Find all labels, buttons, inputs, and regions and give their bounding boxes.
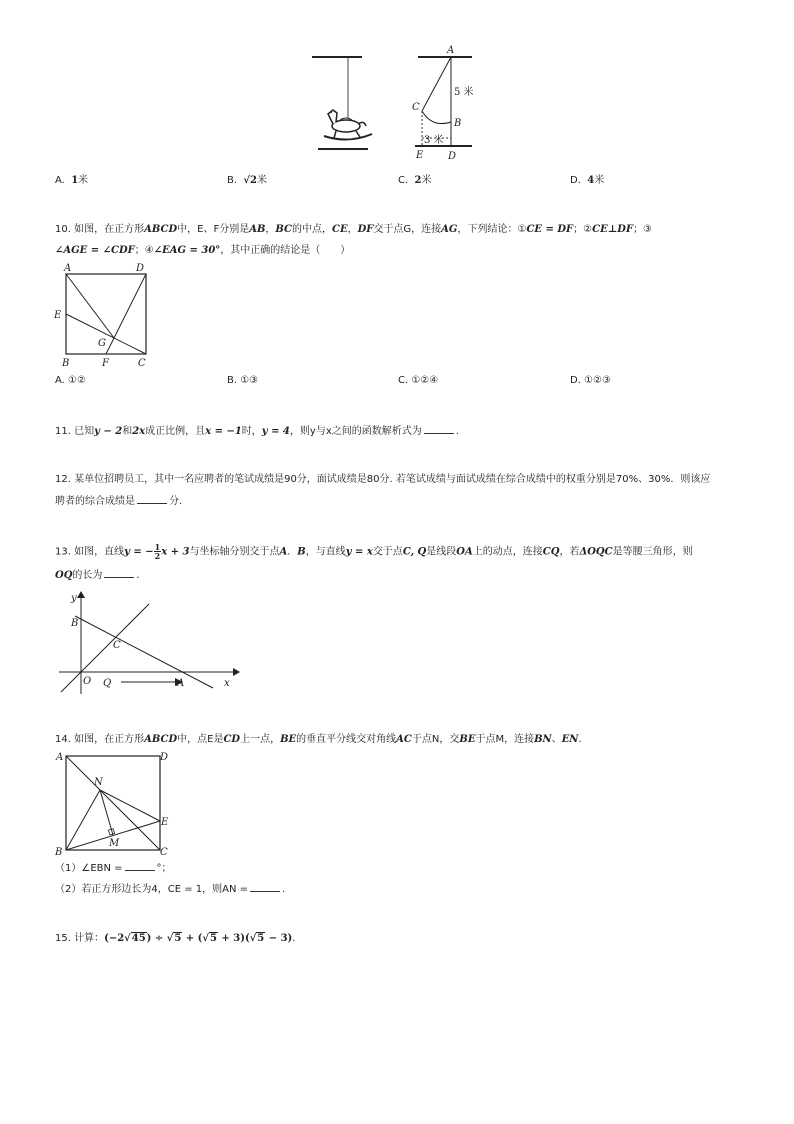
q10-option-c[interactable]: C. ①②④ [398, 375, 439, 386]
q12-stem-line2: 聘者的综合成绩是 分. [55, 496, 183, 507]
q13-label-a: A [177, 678, 185, 689]
q11-answer-blank[interactable] [424, 424, 454, 434]
q10-label-e: E [54, 310, 62, 321]
q13-label-x: x [224, 678, 230, 689]
q10-option-a[interactable]: A. ①② [55, 375, 86, 386]
q14-sub1-answer-blank[interactable] [125, 861, 155, 871]
q14-label-n: N [94, 777, 103, 788]
q10-label-f: F [102, 358, 109, 369]
q14-stem: 14. 如图，在正方形ABCD中，点E是CD上一点，BE的垂直平分线交对角线AC于点N，交BE于点M，连接BN、EN. [55, 734, 582, 745]
q11-stem: 11. 已知y − 2和2x成正比例，且x = −1时，y = 4，则y与x之间的函数解析式为 . [55, 426, 459, 437]
q9-option-b[interactable]: B. √2米 [227, 175, 267, 186]
q9-option-a[interactable]: A. 1米 [55, 175, 89, 186]
q13-label-o: O [83, 676, 92, 687]
q9-label-three-m: 3 米 [424, 135, 444, 146]
q9-label-c: C [412, 102, 420, 113]
q13-coordinate-figure [55, 588, 240, 696]
q14-sub2: （2）若正方形边长为4，CE = 1，则AN = . [55, 884, 286, 895]
q14-label-b: B [55, 847, 63, 858]
q9-label-d: D [448, 151, 457, 162]
q14-label-e: E [161, 817, 169, 828]
q9-option-d[interactable]: D. 4米 [570, 175, 605, 186]
q13-label-c: C [113, 640, 121, 651]
q10-label-b: B [62, 358, 70, 369]
q9-figure [300, 40, 490, 165]
q13-answer-blank[interactable] [104, 568, 134, 578]
q9-option-c[interactable]: C. 2米 [398, 175, 432, 186]
q9-label-b: B [454, 118, 462, 129]
q13-fraction: $\frac{1}{2}$ [154, 542, 161, 561]
q10-option-d[interactable]: D. ①②③ [570, 375, 611, 386]
q10-square-figure [52, 260, 156, 370]
q15-stem: 15. 计算：(−2√45) ÷ √5 + (√5 + 3)(√5 − 3). [55, 933, 296, 944]
q14-sub2-answer-blank[interactable] [250, 882, 280, 892]
q10-label-a: A [64, 263, 72, 274]
q13-label-y: y [71, 593, 77, 604]
q13-stem-line2: OQ的长为 . [55, 570, 140, 581]
q10-label-g: G [98, 338, 106, 349]
q14-label-c: C [160, 847, 168, 858]
q9-label-e: E [416, 150, 424, 161]
q10-stem-line2: ∠AGE = ∠CDF；④∠EAG = 30°，其中正确的结论是（ ） [55, 245, 351, 256]
q13-label-q: Q [103, 678, 112, 689]
q13-label-b: B [71, 618, 79, 629]
q14-sub1: （1）∠EBN = °； [55, 863, 172, 874]
q12-answer-blank[interactable] [137, 494, 167, 504]
q14-label-m: M [109, 838, 120, 849]
q10-option-b[interactable]: B. ①③ [227, 375, 259, 386]
q10-stem-line1: 10. 如图，在正方形ABCD中，E、F分别是AB，BC的中点，CE，DF交于点G，连接AG，下列结论：①CE = DF；②CE⊥DF；③ [55, 224, 653, 235]
q9-label-five-m: 5 米 [454, 87, 474, 98]
q13-stem-line1: 13. 如图，直线y = − $\frac{1}{2}$ x + 3与坐标轴分别交于点A．B，与直线y = x交于点C, Q是线段OA上的动点，连接CQ，若ΔOQC是等腰三角形，则 [55, 542, 693, 561]
q12-stem-line1: 12. 某单位招聘员工，其中一名应聘者的笔试成绩是90分，面试成绩是80分. 若笔试成绩与面试成绩在综合成绩中的权重分别是70%、30%．则该应 [55, 474, 711, 485]
q10-label-d: D [136, 263, 145, 274]
q14-label-a: A [56, 752, 64, 763]
q10-label-c: C [138, 358, 146, 369]
q14-label-d: D [160, 752, 169, 763]
q9-label-a: A [447, 45, 455, 56]
q14-square-figure [52, 748, 177, 858]
